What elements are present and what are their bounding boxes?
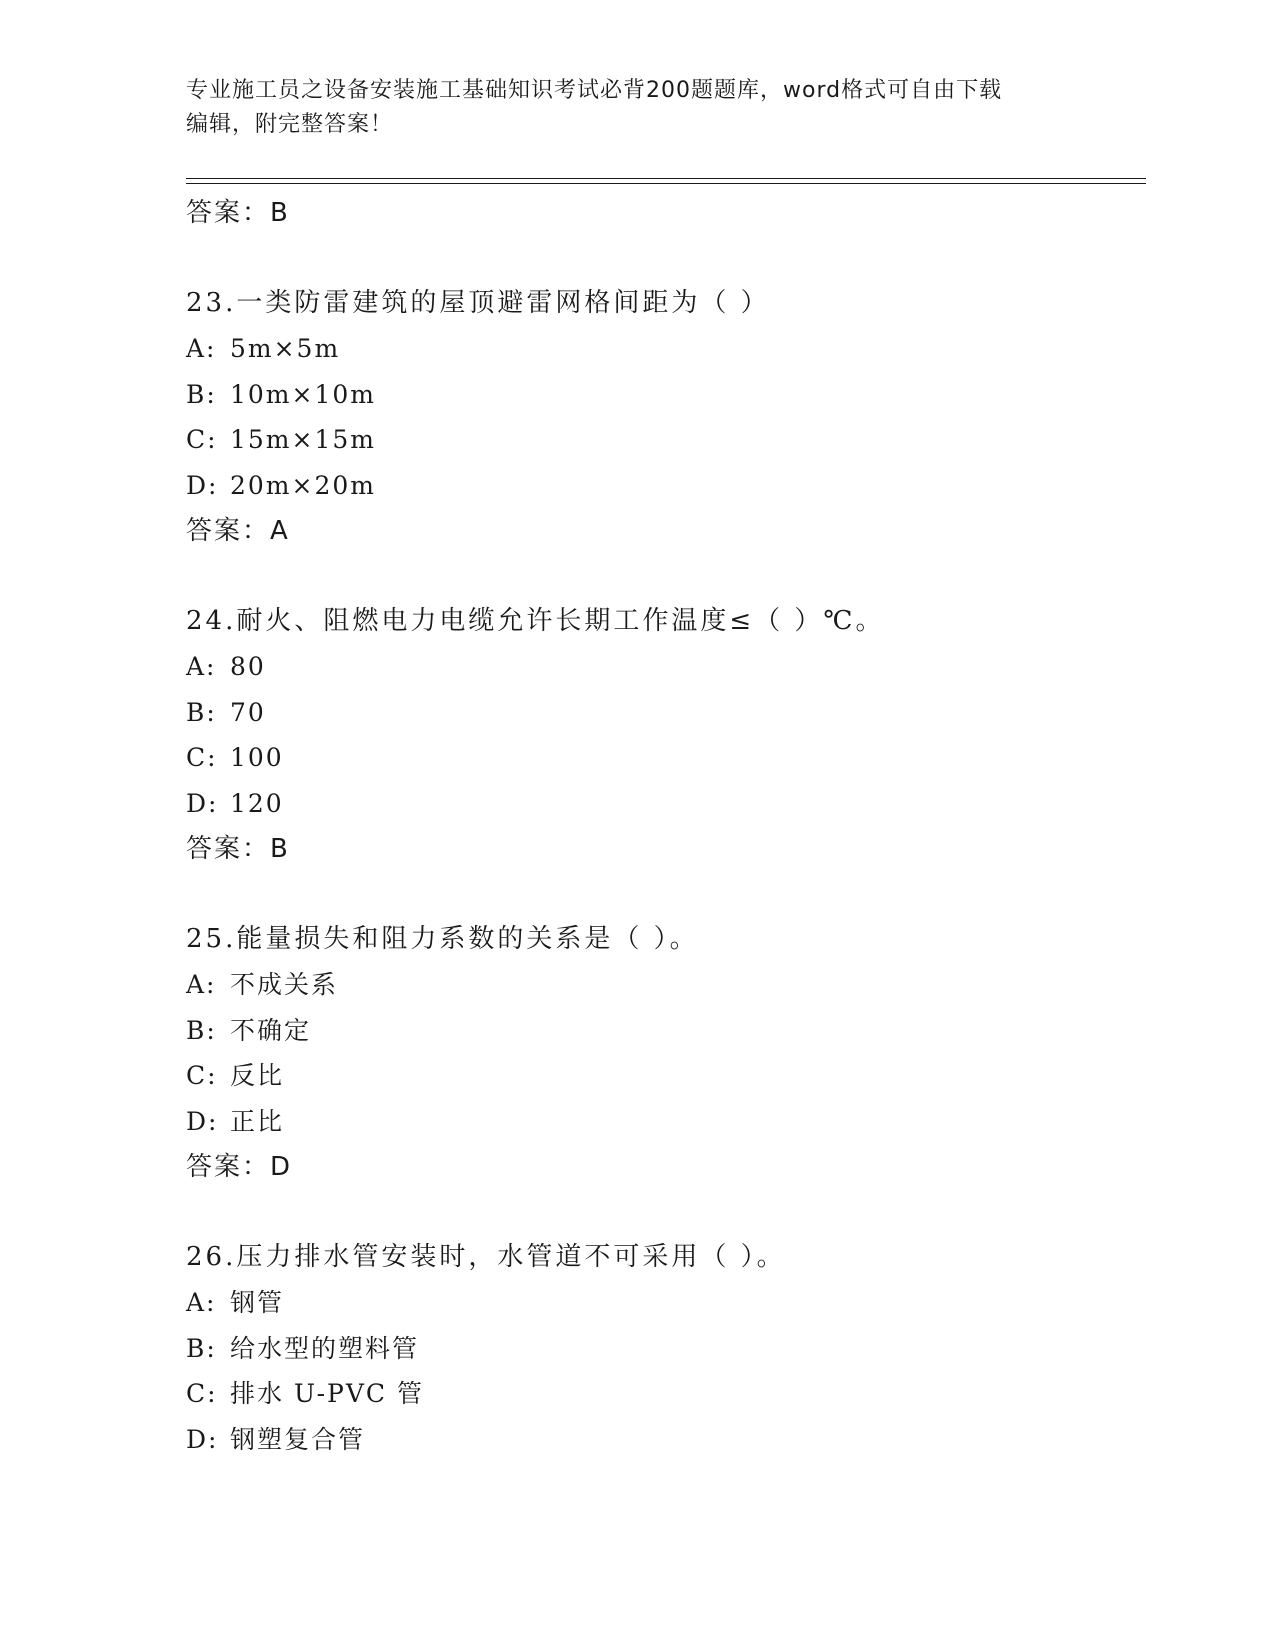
question-23: [186, 280, 1146, 554]
option-letter: D:: [186, 470, 219, 500]
option-letter: B:: [186, 1333, 217, 1363]
document-header: [186, 74, 1086, 142]
answer-label: 答案：B: [186, 198, 290, 228]
option-text: 钢管: [230, 1288, 285, 1317]
answer-label: 答案：D: [186, 1152, 293, 1182]
question-25: [186, 916, 1146, 1190]
question-24: [186, 598, 1146, 872]
option-b: [186, 1008, 1146, 1054]
header-divider-bottom: [186, 183, 1146, 184]
answer-label: 答案：A: [186, 516, 290, 546]
option-letter: C:: [186, 743, 218, 772]
option-d: [186, 781, 1146, 827]
option-letter: C:: [186, 1061, 218, 1090]
option-letter: B:: [186, 1015, 217, 1045]
option-letter: B:: [186, 697, 217, 727]
option-d: [186, 1417, 1146, 1463]
header-divider-top: [186, 178, 1146, 179]
option-c: [186, 1053, 1146, 1099]
option-letter: D:: [186, 1106, 219, 1136]
option-b: [186, 372, 1146, 418]
option-letter: A:: [186, 970, 217, 999]
option-text: 给水型的塑料管: [230, 1333, 420, 1363]
option-text: 正比: [230, 1106, 285, 1136]
header-line-1: 专业施工员之设备安装施工基础知识考试必背200题题库，word格式可自由下载: [186, 78, 1003, 103]
option-letter: B:: [186, 379, 217, 409]
option-letter: C:: [186, 1379, 218, 1408]
option-a: [186, 962, 1146, 1008]
option-a: [186, 1280, 1146, 1326]
question-26: [186, 1234, 1146, 1462]
option-text: 15m×15m: [230, 425, 376, 454]
option-text: 不确定: [230, 1015, 312, 1045]
option-c: [186, 1371, 1146, 1417]
header-line-2: 编辑，附完整答案！: [186, 112, 394, 137]
answer-label: 答案：B: [186, 834, 290, 864]
option-letter: A:: [186, 652, 217, 681]
option-d: [186, 1099, 1146, 1145]
option-a: [186, 644, 1146, 690]
option-c: [186, 417, 1146, 463]
option-text: 5m×5m: [230, 334, 341, 363]
option-text: 10m×10m: [230, 379, 376, 409]
option-letter: A:: [186, 1288, 217, 1317]
document-body: [186, 190, 1146, 1462]
option-text: 120: [230, 788, 284, 818]
question-stem: 24.耐火、阻燃电力电缆允许长期工作温度≤（ ）℃。: [186, 606, 885, 636]
option-text: 排水 U-PVC 管: [230, 1379, 424, 1408]
option-letter: A:: [186, 334, 217, 363]
question-stem: 26.压力排水管安装时，水管道不可采用（ ）。: [186, 1242, 786, 1272]
option-text: 80: [230, 652, 266, 681]
question-stem: 25.能量损失和阻力系数的关系是（ ）。: [186, 924, 699, 954]
option-text: 70: [230, 697, 266, 727]
option-letter: D:: [186, 1424, 219, 1454]
question-stem: 23.一类防雷建筑的屋顶避雷网格间距为（ ）: [186, 288, 770, 318]
option-text: 钢塑复合管: [230, 1424, 366, 1454]
option-b: [186, 690, 1146, 736]
option-text: 100: [230, 743, 284, 772]
option-letter: C:: [186, 425, 218, 454]
option-c: [186, 735, 1146, 781]
option-text: 反比: [230, 1061, 285, 1090]
option-letter: D:: [186, 788, 219, 818]
option-text: 20m×20m: [230, 470, 376, 500]
option-a: [186, 326, 1146, 372]
option-text: 不成关系: [230, 970, 339, 999]
option-b: [186, 1326, 1146, 1372]
option-d: [186, 463, 1146, 509]
